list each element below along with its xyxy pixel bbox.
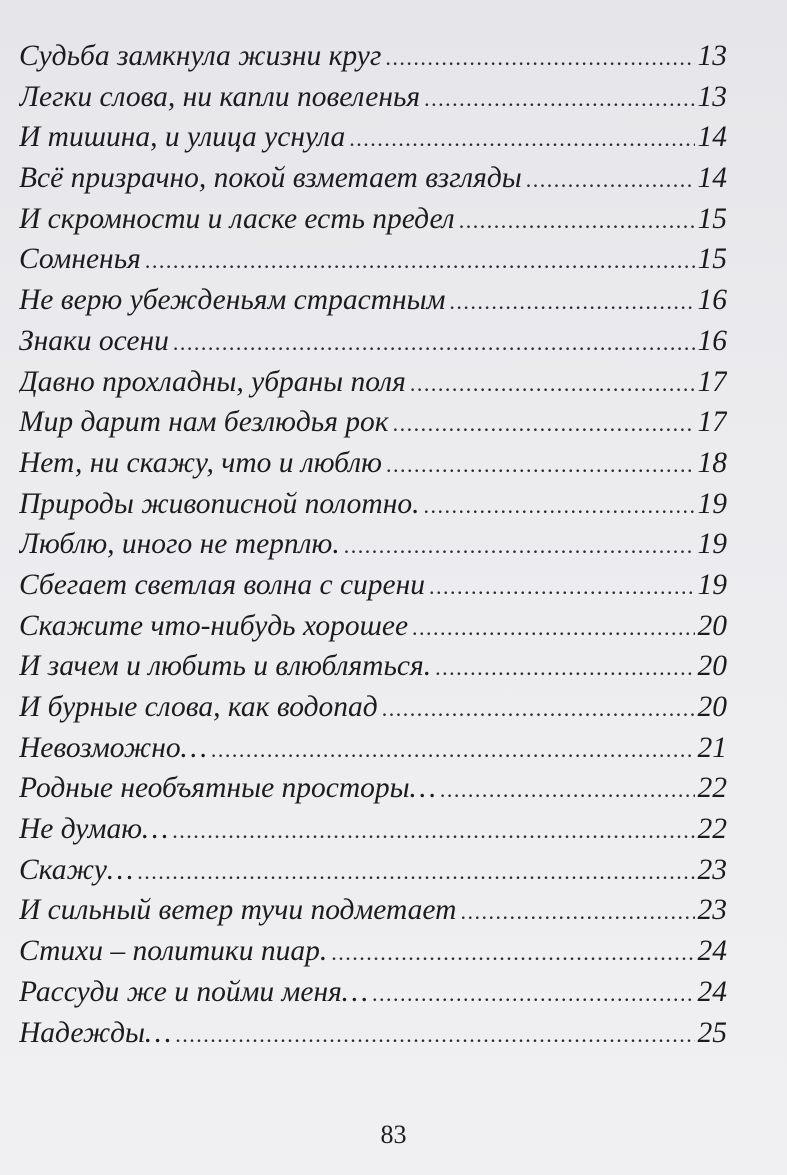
toc-entry-page: 22 [697, 772, 727, 805]
toc-entry-title: И зачем и любить и влюбляться. [19, 650, 432, 683]
toc-entry-page: 24 [697, 975, 727, 1008]
toc-dot-leader [382, 689, 695, 728]
toc-dot-leader [172, 811, 694, 850]
toc-entry-title: Всё призрачно, покой взметает взгляды [19, 162, 522, 195]
toc-entry-page: 16 [697, 324, 727, 357]
toc-dot-leader [412, 608, 694, 647]
toc-entry-title: Рассуди же и пойми меня… [19, 975, 369, 1008]
toc-entry-title: Судьба замкнула жизни круг [19, 40, 382, 72]
toc-entry-title: Стихи – политики пиар. [19, 935, 328, 968]
toc-entry-page: 15 [697, 202, 727, 235]
toc-dot-leader [526, 160, 695, 199]
toc-entry [19, 524, 727, 565]
toc-dot-leader [393, 404, 695, 443]
page-number: 83 [380, 1120, 407, 1149]
toc-entry [19, 809, 727, 850]
toc-entry-title: И тишина, и улица уснула [19, 121, 346, 154]
toc-entry [19, 728, 727, 769]
table-of-contents [19, 36, 727, 1053]
toc-entry-title: И бурные слова, как водопад [19, 691, 378, 723]
toc-dot-leader [145, 241, 695, 280]
toc-entry [19, 972, 727, 1013]
toc-entry-title: Знаки осени [19, 324, 169, 357]
toc-dot-leader [385, 38, 694, 77]
toc-entry-page: 17 [697, 406, 727, 439]
toc-entry [19, 646, 727, 687]
toc-entry-page: 19 [697, 528, 727, 561]
toc-entry [19, 890, 727, 931]
toc-entry [19, 239, 727, 280]
toc-entry [19, 850, 727, 891]
toc-entry-title: Легки слова, ни капли повеленья [19, 80, 421, 113]
toc-dot-leader [137, 852, 694, 891]
toc-entry-title: Давно прохладны, убраны поля [19, 365, 406, 398]
toc-dot-leader [459, 201, 695, 240]
toc-entry-page: 20 [697, 650, 727, 683]
toc-entry-title: Природы живописной полотно. [19, 487, 420, 520]
toc-entry-page: 15 [697, 243, 727, 276]
toc-entry-page: 21 [697, 731, 727, 764]
toc-entry [19, 36, 727, 77]
toc-entry-title: Сомненья [19, 243, 141, 276]
toc-entry [19, 931, 727, 972]
toc-entry [19, 443, 727, 484]
toc-entry [19, 158, 727, 199]
toc-entry [19, 362, 727, 403]
toc-entry [19, 484, 727, 525]
toc-dot-leader [410, 364, 695, 403]
toc-entry [19, 565, 727, 606]
toc-entry-title: Скажите что-нибудь хорошее [19, 609, 409, 642]
toc-entry-title: Не думаю… [19, 813, 169, 846]
toc-entry [19, 606, 727, 647]
toc-dot-leader [344, 526, 695, 565]
toc-entry-page: 20 [697, 609, 727, 642]
toc-entry-page: 14 [697, 121, 727, 154]
toc-dot-leader [449, 282, 694, 321]
toc-entry-page: 23 [697, 853, 727, 886]
toc-entry-title: И сильный ветер тучи подметает [19, 894, 457, 927]
toc-dot-leader [349, 119, 694, 158]
toc-entry-title: Невозможно… [19, 731, 207, 764]
toc-entry-page: 17 [697, 365, 727, 398]
toc-entry [19, 280, 727, 321]
toc-entry [19, 1013, 727, 1054]
toc-entry [19, 321, 727, 362]
toc-entry-page: 20 [697, 691, 727, 723]
toc-dot-leader [423, 486, 694, 525]
toc-entry-title: Не верю убежденьям страстным [19, 284, 446, 317]
toc-entry-title: Люблю, иного не терплю. [19, 528, 340, 561]
toc-entry-page: 25 [697, 1016, 727, 1049]
toc-entry-page: 19 [697, 487, 727, 520]
toc-dot-leader [386, 445, 695, 484]
toc-entry-page: 16 [697, 284, 727, 317]
toc-dot-leader [435, 648, 694, 687]
toc-dot-leader [424, 79, 694, 118]
toc-entry-page: 19 [697, 568, 727, 601]
toc-entry [19, 687, 727, 728]
toc-entry-title: Сбегает светлая волна с сирени [19, 568, 426, 601]
toc-entry-page: 13 [697, 80, 727, 113]
toc-entry-page: 24 [697, 935, 727, 968]
toc-entry-title: Надежды… [19, 1016, 172, 1049]
toc-dot-leader [331, 933, 694, 972]
toc-dot-leader [211, 730, 695, 769]
toc-entry-page: 23 [697, 894, 727, 927]
toc-entry-title: Нет, ни скажу, что и люблю [19, 446, 382, 479]
toc-entry [19, 117, 727, 158]
toc-entry-title: Родные необъятные просторы… [19, 772, 436, 805]
toc-dot-leader [173, 323, 695, 362]
toc-entry [19, 768, 727, 809]
toc-entry [19, 402, 727, 443]
toc-dot-leader [460, 892, 694, 931]
toc-entry-title: Мир дарит нам безлюдья рок [19, 406, 389, 439]
toc-entry [19, 77, 727, 118]
toc-dot-leader [372, 974, 694, 1013]
toc-entry-page: 13 [697, 40, 727, 72]
toc-entry-title: И скромности и ласке есть предел [19, 202, 455, 235]
toc-entry-page: 18 [697, 446, 727, 479]
toc-entry-page: 22 [697, 813, 727, 846]
toc-dot-leader [440, 770, 695, 809]
toc-entry [19, 199, 727, 240]
toc-entry-title: Скажу… [19, 853, 134, 886]
toc-dot-leader [175, 1015, 694, 1054]
toc-dot-leader [429, 567, 694, 606]
toc-entry-page: 14 [697, 162, 727, 195]
